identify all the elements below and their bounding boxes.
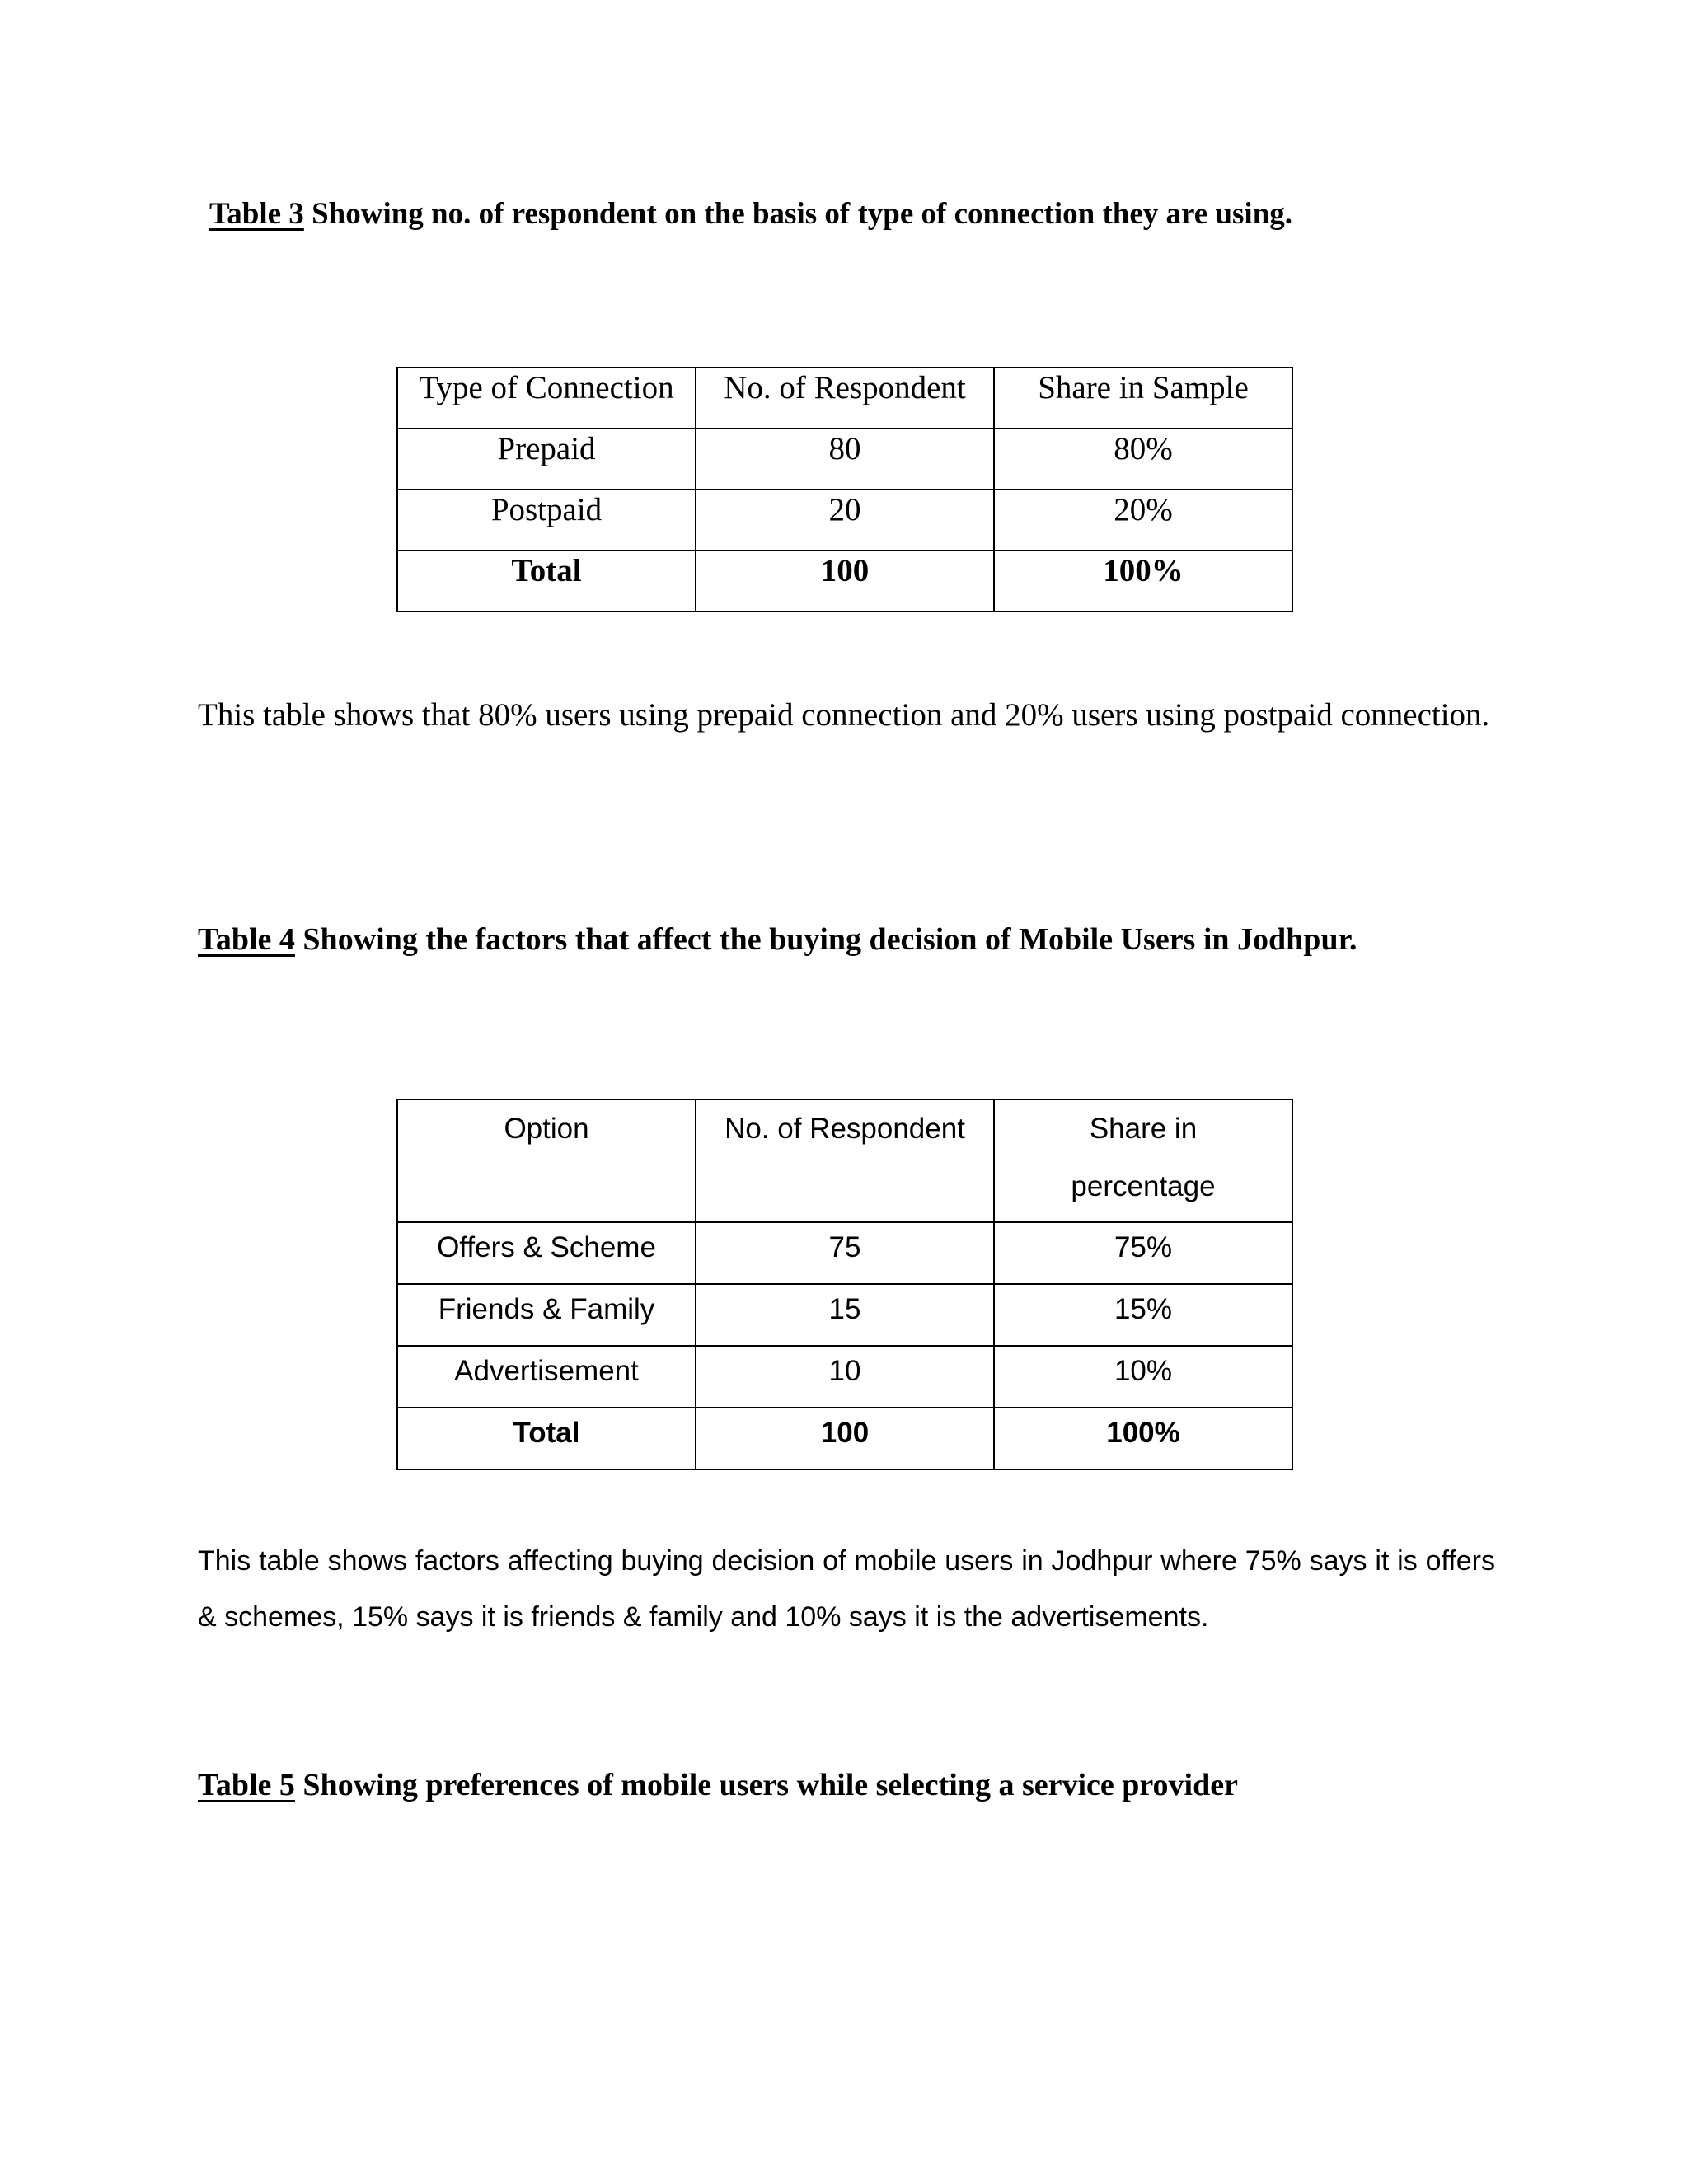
header-cell: [994, 1099, 1292, 1222]
table-cell: 80%: [994, 429, 1292, 490]
table3: [396, 367, 1293, 612]
table-cell: 20: [696, 490, 994, 551]
total-cell: 100%: [994, 1408, 1292, 1469]
table-cell: 75%: [994, 1222, 1292, 1284]
table5-heading: [198, 1767, 1238, 1805]
table3-tag: Table 3: [209, 197, 304, 231]
table-row: [397, 1222, 1292, 1284]
header-cell: Share in Sample: [994, 368, 1292, 429]
table-header-row: [397, 368, 1292, 429]
table4-heading: [198, 921, 1357, 959]
table5-tag: Table 5: [198, 1768, 295, 1802]
table4-description: This table shows factors affecting buying decision of mobile users in Jodhpur where 75% says it is offers & schemes, 15% says it is friends & family and 10% says it is the advertisements.: [198, 1545, 1495, 1633]
table4-tag: Table 4: [198, 922, 295, 957]
total-cell: Total: [397, 1408, 696, 1469]
table3-description: This table shows that 80% users using prepaid connection and 20% users using postpaid connection.: [198, 697, 1490, 733]
header-cell: No. of Respondent: [696, 368, 994, 429]
table-row: [397, 1284, 1292, 1346]
table-cell: 15: [696, 1284, 994, 1346]
table-cell: Offers & Scheme: [397, 1222, 696, 1284]
table-cell: 15%: [994, 1284, 1292, 1346]
table-cell: 10%: [994, 1346, 1292, 1408]
table-cell: Advertisement: [397, 1346, 696, 1408]
table5-title: Showing preferences of mobile users while selecting a service provider: [294, 1768, 1238, 1802]
table-row: [397, 429, 1292, 490]
header-cell: Type of Connection: [397, 368, 696, 429]
header-cell: No. of Respondent: [696, 1099, 994, 1222]
table4: [396, 1099, 1293, 1470]
table-row: [397, 1346, 1292, 1408]
table-total-row: [397, 1408, 1292, 1469]
header-cell-text: Share in percentage: [1071, 1113, 1216, 1202]
table3-title: Showing no. of respondent on the basis of type of connection they are using.: [303, 197, 1293, 231]
table4-title: Showing the factors that affect the buying decision of Mobile Users in Jodhpur.: [294, 922, 1357, 957]
header-cell: Option: [397, 1099, 696, 1222]
total-cell: 100%: [994, 551, 1292, 612]
table-row: [397, 490, 1292, 551]
table-cell: 80: [696, 429, 994, 490]
table-cell: 75: [696, 1222, 994, 1284]
table-total-row: [397, 551, 1292, 612]
total-cell: Total: [397, 551, 696, 612]
table3-heading: [209, 196, 1292, 232]
table-cell: Prepaid: [397, 429, 696, 490]
total-cell: 100: [696, 1408, 994, 1469]
table-cell: 10: [696, 1346, 994, 1408]
table-cell: Postpaid: [397, 490, 696, 551]
total-cell: 100: [696, 551, 994, 612]
table-cell: Friends & Family: [397, 1284, 696, 1346]
table-header-row: [397, 1099, 1292, 1222]
table-cell: 20%: [994, 490, 1292, 551]
